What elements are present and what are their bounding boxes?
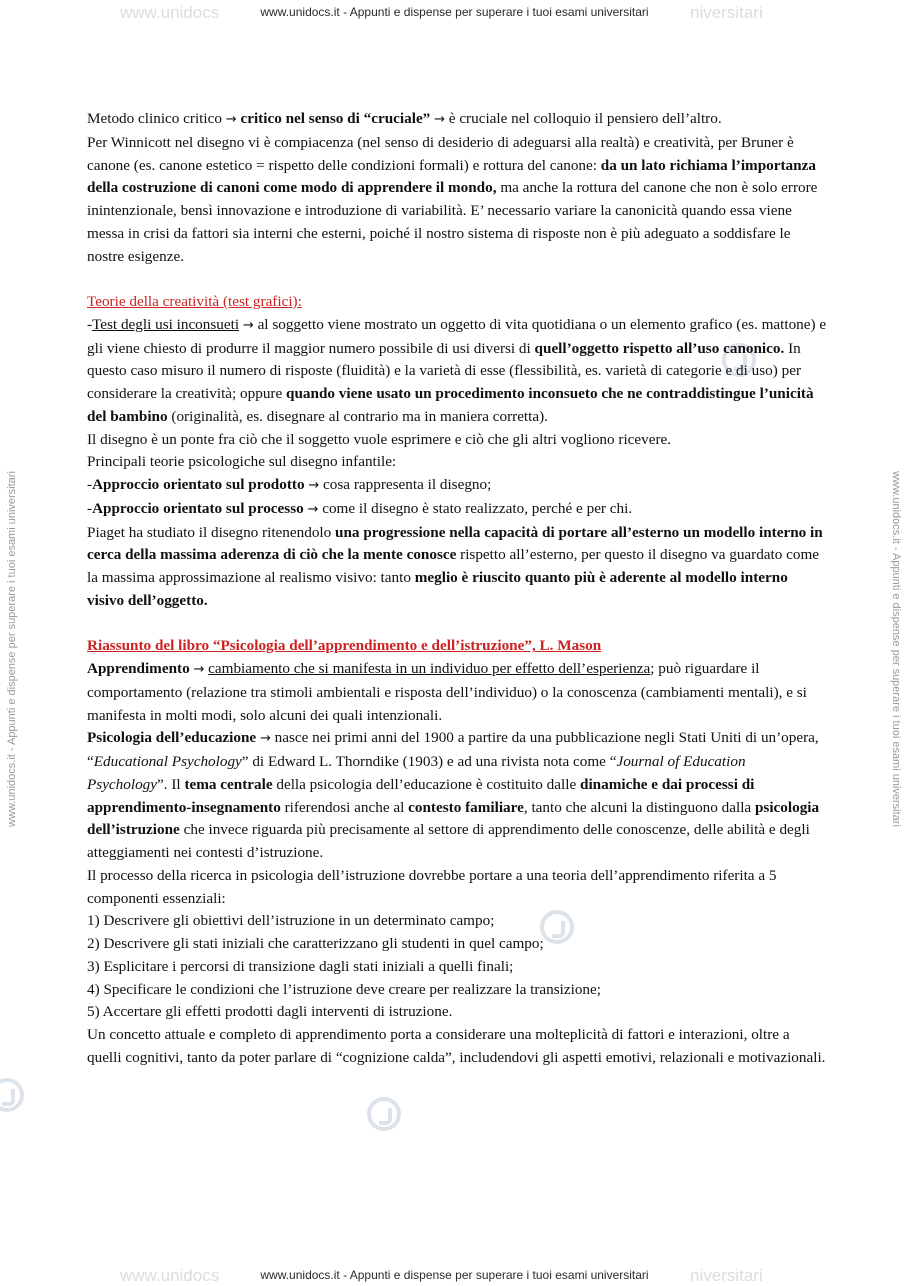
section-title-riassunto: [87, 635, 827, 658]
text-underlined: Test degli usi inconsueti: [92, 315, 240, 333]
text: , tanto che alcuni la distinguono dalla: [523, 798, 755, 816]
text: è cruciale nel colloquio il pensiero dell’altro.: [444, 110, 722, 127]
text: come il disegno è stato realizzato, perché e per chi.: [318, 499, 633, 517]
list-item: 3) Esplicitare i percorsi di transizione dagli stati iniziali a quelli finali;: [87, 957, 514, 975]
paragraph-metodo-clinico: [87, 108, 827, 132]
watermark-ghost-right-bottom: niversitari: [690, 1266, 763, 1285]
text-italic: Journal of Education Psychology: [87, 753, 746, 793]
text-bold: Approccio orientato sul prodotto: [92, 476, 305, 493]
text-bold: meglio è riuscito quanto più è aderente al modello interno visivo dell’oggetto.: [87, 569, 788, 609]
text: Per Winnicott nel disegno vi è compiacenza (nel senso di desiderio di adeguarsi alla realtà) e creatività, per Bruner è canone (es. canone estetico = rispetto delle condizioni formali) e rottura del canone:: [87, 133, 794, 174]
paragraph-psicologia-educazione: [87, 727, 827, 865]
text: riferendosi anche al: [280, 798, 409, 816]
paragraph-test-usi: [87, 314, 827, 429]
arrow-right-icon: →: [193, 662, 205, 677]
list-item: 2) Descrivere gli stati iniziali che caratterizzano gli studenti in quel campo;: [87, 935, 544, 952]
arrow-right-icon: →: [259, 731, 271, 747]
arrow-right-icon: →: [242, 317, 254, 333]
text: -: [87, 315, 93, 333]
list-item: 4) Specificare le condizioni che l’istruzione deve creare per realizzare la transizione;: [87, 980, 601, 998]
text: -: [87, 476, 93, 493]
text: che invece riguarda più precisamente al settore di apprendimento delle conoscenze, delle abilità e degli atteggiamenti nei contesti d’istruzione.: [87, 821, 810, 861]
list-item: 5) Accertare gli effetti prodotti dagli interventi di istruzione.: [87, 1003, 453, 1021]
paragraph-winnicott-bruner: [87, 132, 827, 269]
text: ; può riguardare il comportamento (relazione tra stimoli ambientali e risposta dell’individuo) o la conoscenza (cambiamenti mentali), e si manifesta in molti modi, solo alcuni dei quali intenzionali.: [87, 660, 807, 724]
text: ” di Edward L. Thorndike (1903) e ad una rivista nota come “: [241, 753, 617, 770]
paragraph-teorie-psicologiche: Principali teorie psicologiche sul disegno infantile:: [87, 453, 397, 471]
watermark-logo-icon: [0, 1078, 24, 1112]
text-bold: quando viene usato un procedimento inconsueto che ne contraddistingue l’unicità del bambino: [87, 385, 814, 425]
text: In questo caso misuro il numero di risposte (fluidità) e la varietà di esse (flessibilità, es. varietà di categorie e di uso) per considerare la creatività; oppure: [87, 339, 802, 402]
paragraph-concetto-attuale: Un concetto attuale e completo di apprendimento porta a considerare una molteplicità di fattori e interazioni, oltre a quelli cognitivi, tanto da poter parlare di “cognizione calda”, includendovi gli aspetti emotivi, relazionali e motivazionali.: [87, 1026, 826, 1066]
list-item-prodotto: [87, 474, 827, 498]
text-bold: quell’oggetto rispetto all’uso canonico.: [534, 339, 785, 357]
text: Metodo clinico critico: [87, 110, 226, 127]
text-bold: Psicologia dell’educazione: [87, 729, 257, 747]
section-heading: Teorie della creatività (test grafici):: [87, 293, 302, 310]
arrow-right-icon: →: [225, 112, 237, 127]
section-heading: Riassunto del libro “Psicologia dell’apprendimento e dell’istruzione”, L. Mason: [87, 637, 602, 655]
paragraph-disegno-ponte: Il disegno è un ponte fra ciò che il soggetto vuole esprimere e ciò che gli altri vogliono ricevere.: [87, 430, 672, 448]
paragraph-apprendimento: [87, 658, 827, 727]
text: -: [87, 499, 93, 517]
text: cosa rappresenta il disegno;: [319, 476, 492, 493]
text-bold: critico nel senso di “cruciale”: [240, 110, 431, 127]
watermark-ghost-left-bottom: www.unidocs: [120, 1266, 220, 1285]
text-italic: Educational Psychology: [93, 753, 242, 770]
watermark-ghost-left: www.unidocs: [120, 3, 220, 22]
text-bold: una progressione nella capacità di portare all’esterno un modello interno in cerca della massima aderenza di ciò che la mente conosce: [87, 523, 823, 564]
side-watermark-left: www.unidocs.it - Appunti e dispense per superare i tuoi esami universitari: [6, 471, 18, 827]
list-item-processo: [87, 498, 827, 522]
text: rispetto all’esterno, per questo il disegno va guardato come la massima approssimazione al realismo visivo: tanto: [87, 546, 820, 586]
text-bold: da un lato richiama l’importanza della costruzione di canoni come modo di apprendere il mondo,: [87, 156, 816, 197]
text-bold: dinamiche e dai processi di apprendimento-insegnamento: [87, 775, 755, 816]
spacer: [87, 613, 827, 636]
side-watermark-right: www.unidocs.it - Appunti e dispense per superare i tuoi esami universitari: [890, 471, 902, 827]
text: della psicologia dell’educazione è costituito dalle: [272, 775, 580, 793]
arrow-right-icon: →: [307, 501, 319, 517]
arrow-right-icon: →: [434, 112, 445, 127]
text-bold: Approccio orientato sul processo: [92, 499, 304, 517]
spacer: [87, 268, 827, 291]
document-body: [87, 108, 827, 1070]
text: Piaget ha studiato il disegno ritenendolo: [87, 523, 336, 541]
text: (originalità, es. disegnare al contrario ma in maniera corretta).: [167, 407, 548, 425]
text-bold: tema centrale: [184, 775, 273, 793]
page-footer-watermark: www.unidocs.it - Appunti e dispense per superare i tuoi esami universitari: [260, 1268, 649, 1282]
text-bold: contesto familiare: [408, 798, 524, 816]
paragraph-piaget: [87, 522, 827, 613]
text-bold: Apprendimento: [87, 660, 190, 677]
list-item: 1) Descrivere gli obiettivi dell’istruzione in un determinato campo;: [87, 912, 495, 930]
watermark-ghost-right: niversitari: [690, 3, 763, 22]
text-underlined: cambiamento che si manifesta in un individuo per effetto dell’esperienza: [208, 660, 651, 677]
arrow-right-icon: →: [308, 478, 320, 493]
text: ”. Il: [157, 775, 185, 793]
watermark-logo-icon: [367, 1097, 401, 1131]
text: nasce nei primi anni del 1900 a partire da una pubblicazione negli Stati Uniti di un’opera, “: [87, 729, 819, 770]
paragraph-processo-ricerca: Il processo della ricerca in psicologia dell’istruzione dovrebbe portare a una teoria dell’apprendimento riferita a 5 componenti essenziali:: [87, 866, 777, 907]
text-bold: psicologia dell’istruzione: [87, 798, 820, 839]
page-header-watermark: www.unidocs.it - Appunti e dispense per superare i tuoi esami universitari: [260, 5, 649, 19]
text: al soggetto viene mostrato un oggetto di vita quotidiana o un elemento grafico (es. mattone) e gli viene chiesto di produrre il maggior numero possibile di usi diversi di: [87, 315, 827, 357]
section-title-creativita: [87, 291, 827, 314]
text: ma anche la rottura del canone che non è solo errore inintenzionale, bensì innovazione e introduzione di variabilità. E’ necessario variare la canonicità quando essa viene messa in crisi da fattori sia interni che esterni, poiché il nostro sistema di risposte non è più adeguato a soddisfare le nostre esigenze.: [87, 179, 818, 265]
